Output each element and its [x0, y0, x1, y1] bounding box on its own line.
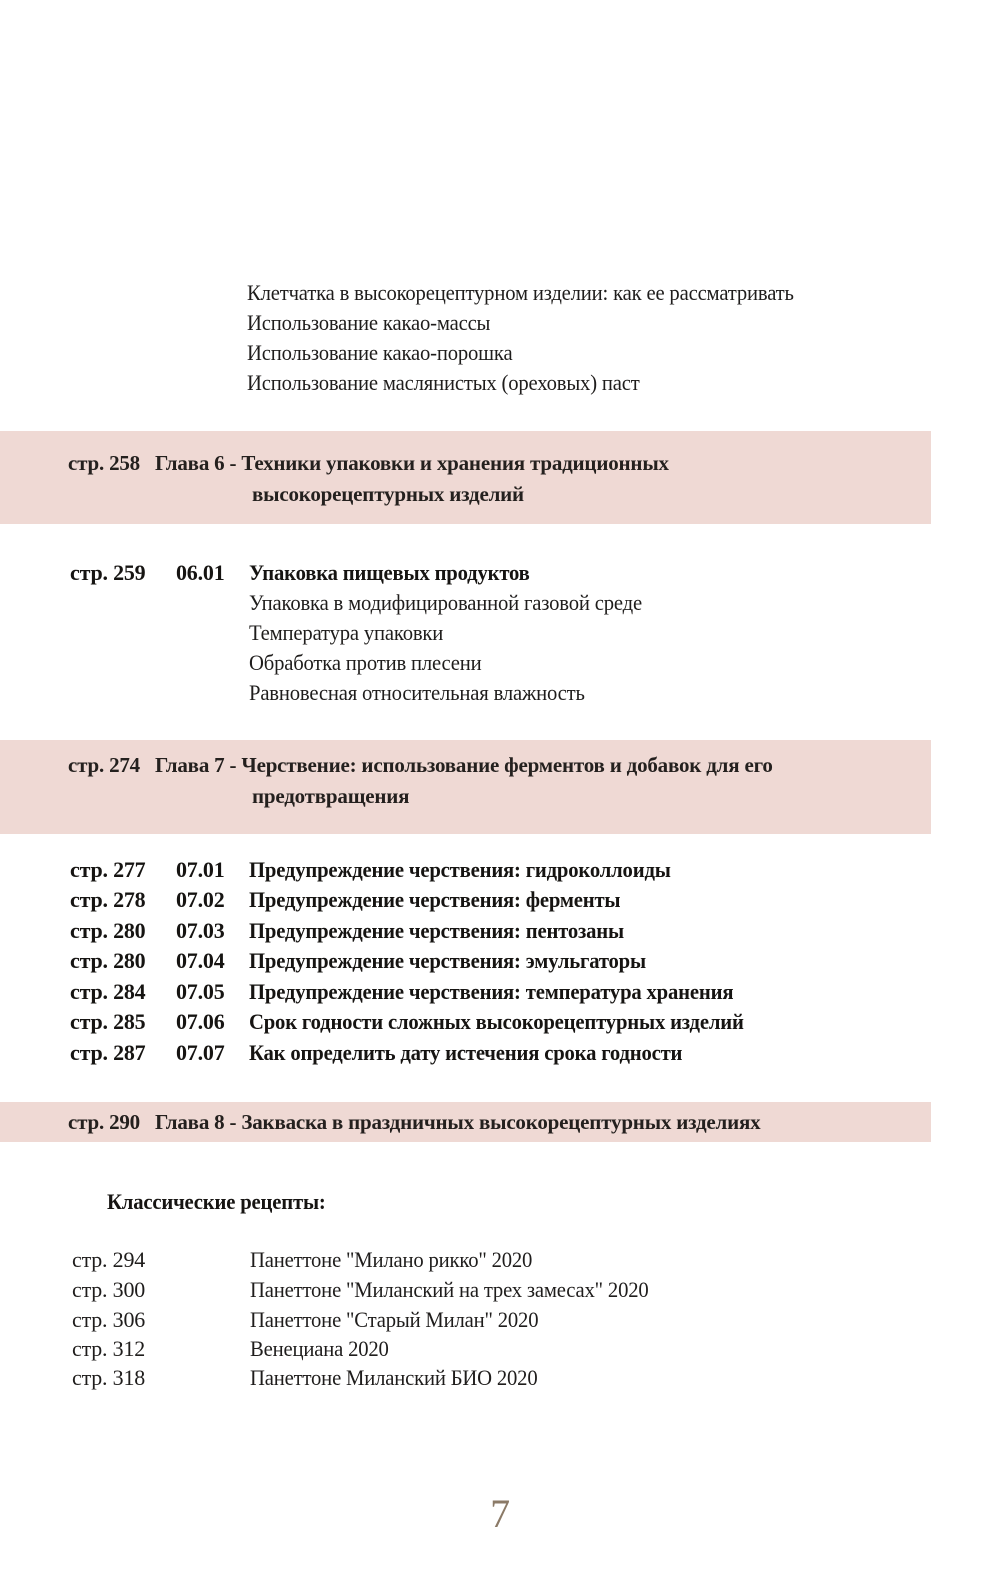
recipe-title: Панеттоне "Миланский на трех замесах" 2020 [250, 1277, 649, 1302]
page-ref: стр. 280 [70, 918, 146, 943]
chapter-title-line2: предотвращения [252, 784, 410, 808]
section-title: Предупреждение черствения: эмульгаторы [249, 948, 646, 973]
subitem-text: Равновесная относительная влажность [249, 680, 585, 705]
page-ref: стр. 280 [70, 948, 146, 973]
recipe-row [0, 1305, 1000, 1335]
page-ref: стр. 300 [72, 1277, 146, 1302]
recipe-row [0, 1275, 1000, 1305]
page-ref: стр. 278 [70, 887, 146, 912]
page-ref: стр. 284 [70, 979, 146, 1004]
section-code: 07.01 [176, 857, 225, 882]
toc-row [0, 977, 1000, 1007]
chapter-page-ref: стр. 274 [68, 753, 140, 777]
chapter-title-line2: высокорецептурных изделий [252, 482, 524, 506]
chapter-6-banner [0, 431, 931, 524]
chapter-8-banner [0, 1102, 931, 1142]
intro-item-text: Использование какао-массы [247, 310, 491, 335]
recipe-title: Панеттоне "Милано рикко" 2020 [250, 1247, 533, 1272]
recipes-heading-text: Классические рецепты: [107, 1189, 326, 1214]
toc-subrow [0, 678, 1000, 708]
chapter-page-ref: стр. 290 [68, 1110, 140, 1134]
section-title: Предупреждение черствения: гидроколлоиды [249, 857, 671, 882]
section-code: 07.04 [176, 948, 225, 973]
intro-item-text: Использование какао-порошка [247, 340, 513, 365]
page-ref: стр. 294 [72, 1247, 146, 1272]
section-title: Предупреждение черствения: ферменты [249, 887, 621, 912]
toc-row [0, 1007, 1000, 1037]
recipe-row [0, 1363, 1000, 1393]
section-code: 06.01 [176, 560, 225, 585]
section-title: Предупреждение черствения: пентозаны [249, 918, 624, 943]
toc-row [0, 558, 1000, 588]
page-ref: стр. 306 [72, 1307, 146, 1332]
recipe-title: Панеттоне Миланский БИО 2020 [250, 1365, 538, 1390]
toc-row [0, 855, 1000, 885]
page-ref: стр. 287 [70, 1040, 146, 1065]
intro-item-text: Клетчатка в высокорецептурном изделии: как ее рассматривать [247, 280, 794, 305]
page-number: 7 [490, 1491, 510, 1536]
chapter-page-ref: стр. 258 [68, 451, 140, 475]
recipe-title: Панеттоне "Старый Милан" 2020 [250, 1307, 539, 1332]
page-ref: стр. 285 [70, 1009, 146, 1034]
recipe-row [0, 1245, 1000, 1275]
intro-item [247, 278, 829, 308]
toc-row [0, 916, 1000, 946]
section-title: Предупреждение черствения: температура хранения [249, 979, 734, 1004]
section-code: 07.05 [176, 979, 225, 1004]
page-ref: стр. 259 [70, 560, 146, 585]
subitem-text: Температура упаковки [249, 620, 444, 645]
chapter-title-line1: Глава 6 - Техники упаковки и хранения традиционных [155, 451, 669, 475]
recipes-heading [107, 1187, 340, 1217]
page-ref: стр. 312 [72, 1336, 146, 1361]
chapter-7-banner [0, 740, 931, 834]
subitem-text: Обработка против плесени [249, 650, 482, 675]
intro-item [247, 308, 506, 338]
section-title: Как определить дату истечения срока годности [249, 1040, 683, 1065]
toc-row [0, 885, 1000, 915]
section-code: 07.03 [176, 918, 225, 943]
toc-subrow [0, 588, 1000, 618]
toc-row [0, 1038, 1000, 1068]
intro-item [247, 368, 665, 398]
chapter-title-line1: Глава 7 - Черствение: использование ферментов и добавок для его [155, 753, 773, 777]
page-ref: стр. 318 [72, 1365, 146, 1390]
toc-row [0, 946, 1000, 976]
section-code: 07.07 [176, 1040, 225, 1065]
section-code: 07.02 [176, 887, 225, 912]
intro-item-text: Использование маслянистых (ореховых) паст [247, 370, 640, 395]
section-title: Упаковка пищевых продуктов [249, 560, 530, 585]
toc-subrow [0, 618, 1000, 648]
intro-item [247, 338, 529, 368]
chapter-title-line1: Глава 8 - Закваска в праздничных высокорецептурных изделиях [155, 1110, 761, 1134]
page-ref: стр. 277 [70, 857, 146, 882]
recipe-title: Венециана 2020 [250, 1336, 389, 1361]
toc-subrow [0, 648, 1000, 678]
recipe-row [0, 1334, 1000, 1364]
subitem-text: Упаковка в модифицированной газовой среде [249, 590, 642, 615]
section-code: 07.06 [176, 1009, 225, 1034]
section-title: Срок годности сложных высокорецептурных изделий [249, 1009, 744, 1034]
